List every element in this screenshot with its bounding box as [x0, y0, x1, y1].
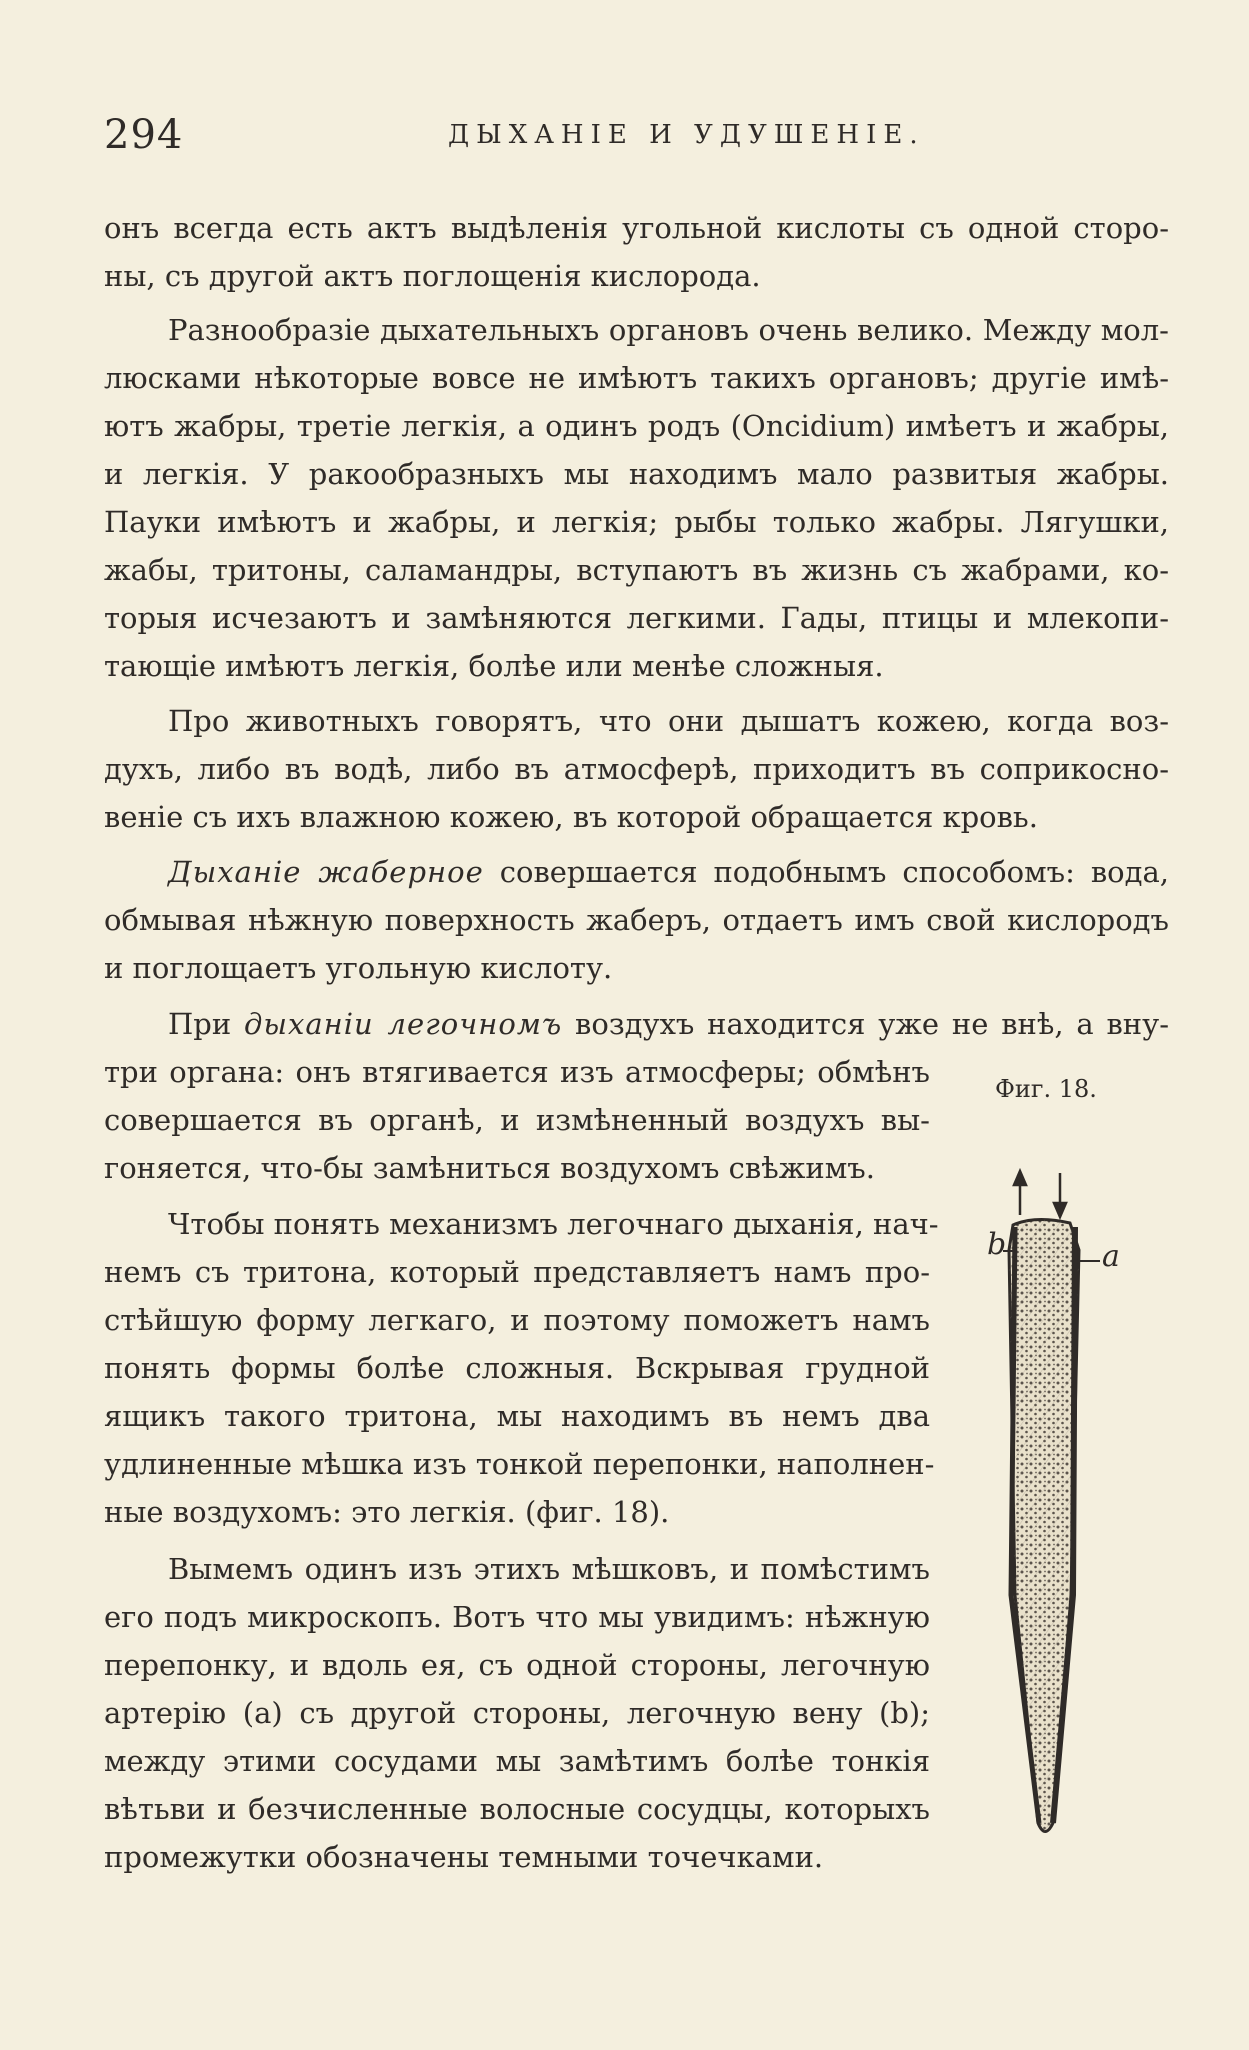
text-line: гоняется, что-бы замѣниться воздухомъ свѣжимъ.	[104, 1151, 875, 1185]
text-line: ящикъ такого тритона, мы находимъ въ немъ два	[104, 1399, 930, 1433]
text-line: между этими сосудами мы замѣтимъ болѣе тонкія	[104, 1744, 930, 1778]
inflow-arrow	[1014, 1171, 1026, 1215]
text-line: артерію (a) съ другой стороны, легочную вену (b);	[104, 1696, 930, 1730]
outflow-arrow	[1054, 1173, 1066, 1217]
text-line: и поглощаетъ угольную кислоту.	[104, 951, 613, 985]
text-line: ные воздухомъ: это легкія. (фиг. 18).	[104, 1495, 670, 1529]
text-line: тающіе имѣютъ легкія, болѣе или менѣе сложныя.	[104, 649, 884, 683]
text-line: Чтобы понять механизмъ легочнаго дыханія, нач-	[168, 1207, 939, 1241]
text-line: вѣтьви и безчисленные волосные сосудцы, которыхъ	[104, 1792, 930, 1826]
text-line: жабы, тритоны, саламандры, вступаютъ въ жизнь съ жабрами, ко-	[104, 553, 1169, 587]
text-line: Пауки имѣютъ и жабры, и легкія; рыбы только жабры. Лягушки,	[104, 505, 1169, 539]
text-line: совершается въ органѣ, и измѣненный воздухъ вы-	[104, 1103, 930, 1137]
figure-18	[975, 1075, 1175, 1885]
text-line: немъ съ тритона, который представляетъ намъ про-	[104, 1255, 930, 1289]
text-line: ютъ жабры, третіе легкія, а одинъ родъ (Oncidium) имѣетъ и жабры,	[104, 409, 1169, 443]
text-line: духъ, либо въ водѣ, либо въ атмосферѣ, приходитъ въ соприкосно-	[104, 752, 1169, 786]
text-line: и легкія. У ракообразныхъ мы находимъ мало развитыя жабры.	[104, 457, 1169, 491]
figure-label-a: a	[1102, 1239, 1120, 1274]
text-line: веніе съ ихъ влажною кожею, въ которой обращается кровь.	[104, 800, 1038, 834]
page-header	[104, 112, 1169, 172]
text-line: Вымемъ одинъ изъ этихъ мѣшковъ, и помѣстимъ	[168, 1552, 930, 1586]
page-number: 294	[104, 112, 184, 158]
text-line: торыя исчезаютъ и замѣняются легкими. Гады, птицы и млекопи-	[104, 601, 1169, 635]
text-line: удлиненные мѣшка изъ тонкой перепонки, наполнен-	[104, 1447, 935, 1481]
running-head: ДЫХАНІЕ И УДУШЕНІЕ.	[448, 120, 925, 150]
text-line: стѣйшую форму легкаго, и поэтому поможетъ намъ	[104, 1303, 930, 1337]
text-line: Про животныхъ говорятъ, что они дышатъ кожею, когда воз-	[168, 704, 1169, 738]
text-line: Дыханіе жаберное совершается подобнымъ способомъ: вода,	[168, 855, 1169, 889]
figure-caption: Фиг. 18.	[995, 1075, 1097, 1103]
text-line: Разнообразіе дыхательныхъ органовъ очень велико. Между мол-	[168, 313, 1169, 347]
text-line: три органа: онъ втягивается изъ атмосферы; обмѣнъ	[104, 1055, 930, 1089]
text-line: промежутки обозначены темными точечками.	[104, 1840, 824, 1874]
text-line: люсками нѣкоторые вовсе не имѣютъ такихъ органовъ; другіе имѣ-	[104, 361, 1169, 395]
text-line: перепонку, и вдоль ея, съ одной стороны, легочную	[104, 1648, 930, 1682]
text-line: При дыханіи легочномъ воздухъ находится уже не внѣ, а вну-	[168, 1007, 1169, 1041]
text-line: обмывая нѣжную поверхность жаберъ, отдаетъ имъ свой кислородъ	[104, 903, 1169, 937]
lung-illustration	[975, 1075, 1175, 1885]
text-line: его подъ микроскопъ. Вотъ что мы увидимъ: нѣжную	[104, 1600, 930, 1634]
italic-term-lung-breathing: дыханіи легочномъ	[244, 1007, 563, 1041]
text-line: ны, съ другой актъ поглощенія кислорода.	[104, 259, 761, 293]
italic-term-gill-breathing: Дыханіе жаберное	[168, 855, 484, 889]
text-line: понять формы болѣе сложныя. Вскрывая грудной	[104, 1351, 930, 1385]
text-line: онъ всегда есть актъ выдѣленія угольной кислоты съ одной сторо-	[104, 211, 1169, 245]
figure-label-b: b	[987, 1227, 1007, 1262]
